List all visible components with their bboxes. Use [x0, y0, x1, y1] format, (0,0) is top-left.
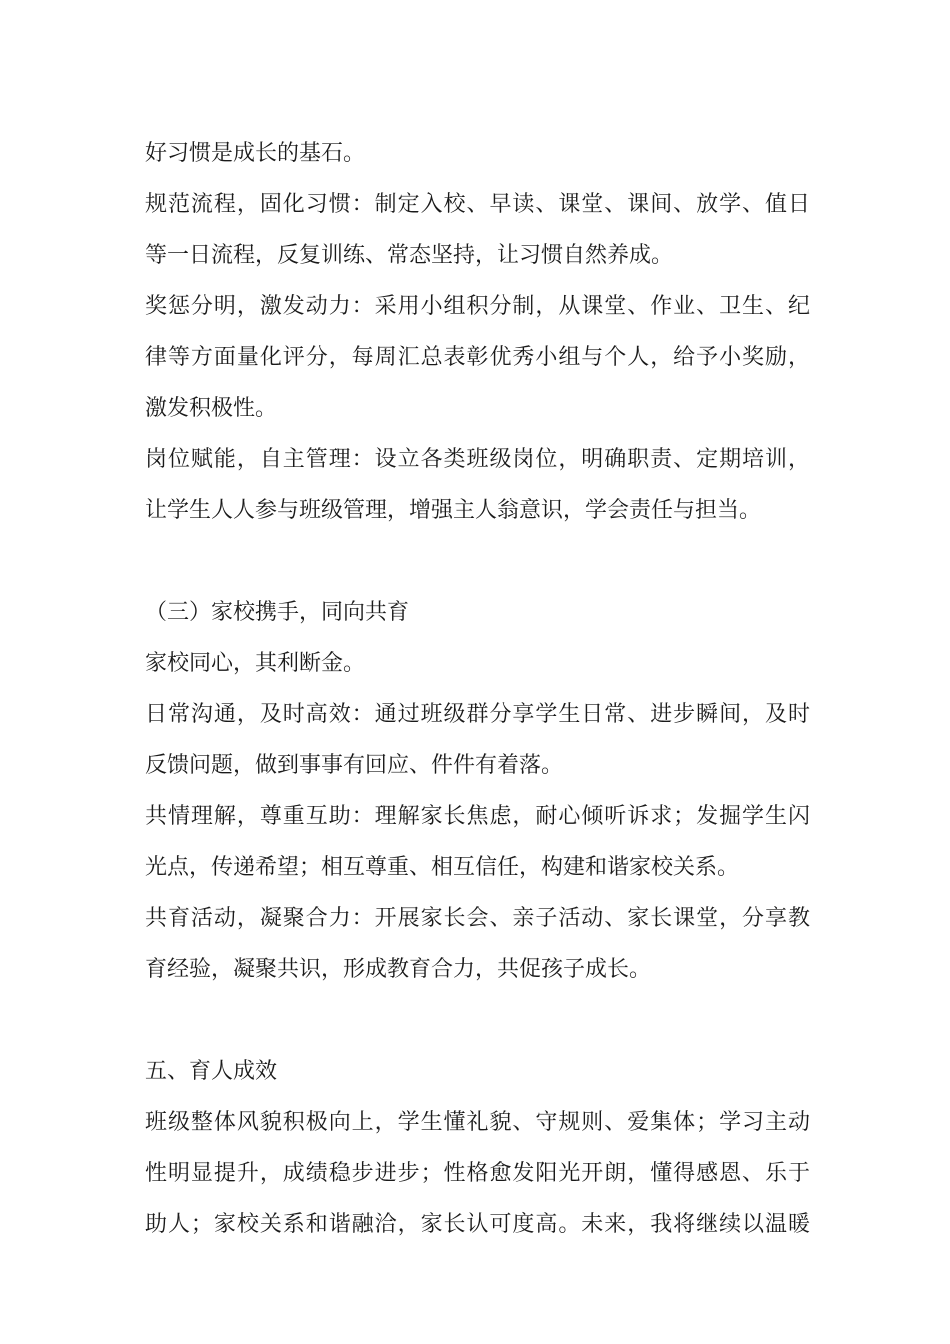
paragraph-line: 律等方面量化评分，每周汇总表彰优秀小组与个人，给予小奖励，: [145, 345, 810, 370]
paragraph-line: 岗位赋能，自主管理：设立各类班级岗位，明确职责、定期培训，: [145, 447, 810, 472]
blank-line: [145, 995, 810, 1046]
paragraph-line: 激发积极性。: [145, 396, 278, 421]
paragraph-line: 共情理解，尊重互助：理解家长焦虑，耐心倾听诉求；发掘学生闪: [145, 804, 810, 829]
paragraph-line: 光点，传递希望；相互尊重、相互信任，构建和谐家校关系。: [145, 855, 740, 880]
paragraph-line: 助人；家校关系和谐融洽，家长认可度高。未来，我将继续以温暖: [145, 1212, 810, 1237]
blank-line: [145, 536, 810, 587]
paragraph-line: 育经验，凝聚共识，形成教育合力，共促孩子成长。: [145, 957, 652, 982]
paragraph-line: 性明显提升，成绩稳步进步；性格愈发阳光开朗，懂得感恩、乐于: [145, 1161, 810, 1186]
paragraph-line: 日常沟通，及时高效：通过班级群分享学生日常、进步瞬间，及时: [145, 702, 810, 727]
paragraph-line: 共育活动，凝聚合力：开展家长会、亲子活动、家长课堂，分享教: [145, 906, 810, 931]
paragraph-line: 好习惯是成长的基石。: [145, 141, 366, 166]
paragraph-line: 等一日流程，反复训练、常态坚持，让习惯自然养成。: [145, 243, 674, 268]
paragraph-line: 让学生人人参与班级管理，增强主人翁意识，学会责任与担当。: [145, 498, 762, 523]
paragraph-line: 奖惩分明，激发动力：采用小组积分制，从课堂、作业、卫生、纪: [145, 294, 810, 319]
section-heading: 五、育人成效: [145, 1059, 278, 1084]
section-heading: （三）家校携手，同向共育: [145, 600, 410, 625]
paragraph-line: 班级整体风貌积极向上，学生懂礼貌、守规则、爱集体；学习主动: [145, 1110, 810, 1135]
document-body: [145, 128, 810, 1250]
paragraph-line: 反馈问题，做到事事有回应、件件有着落。: [145, 753, 564, 778]
paragraph-line: 家校同心，其利断金。: [145, 651, 366, 676]
paragraph-line: 规范流程，固化习惯：制定入校、早读、课堂、课间、放学、值日: [145, 192, 810, 217]
